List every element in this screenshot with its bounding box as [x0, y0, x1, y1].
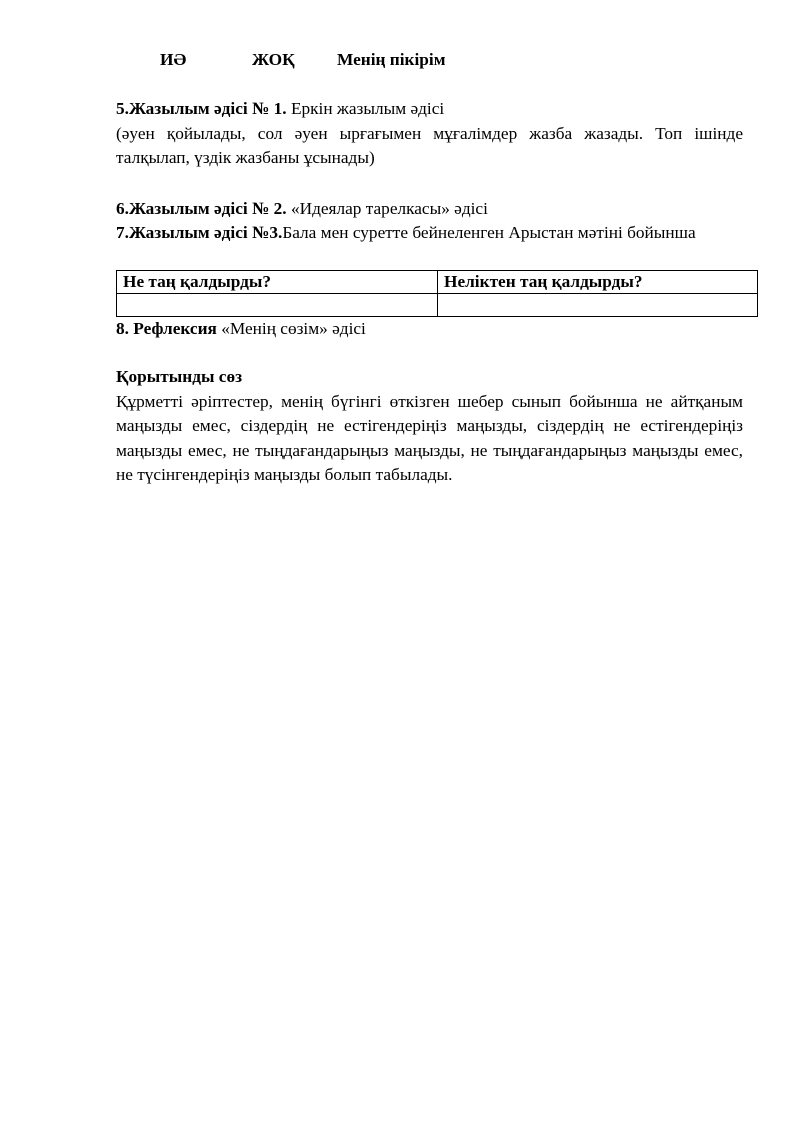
section-5-description: (әуен қойылады, сол әуен ырғағымен мұғалімдер жазба жазады. Топ ішінде талқылап, үздік жазбаны ұсынады) [116, 123, 743, 167]
section-8-method: «Менің сөзім» әдісі [216, 319, 366, 338]
section-8 [116, 317, 743, 342]
section-6 [116, 197, 743, 222]
section-8-title: 8. Рефлексия [116, 319, 217, 338]
section-5-heading [116, 97, 743, 122]
section-7-method: Бала мен суретте бейнеленген Арыстан мәтіні бойынша [282, 223, 696, 242]
conclusion-title: Қорытынды сөз [116, 367, 243, 386]
table-row [117, 271, 758, 294]
conclusion-text: Құрметті әріптестер, менің бүгінгі өткізген шебер сынып бойынша не айтқаным маңызды емес, сіздердің не естігендеріңіз маңызды, сіздердің не естігендеріңіз маңызды емес, не тыңдағандарыңыз маңызды, не тыңдағандарыңыз маңызды емес, не түсінгендеріңіз маңызды болып табылады. [116, 391, 743, 484]
conclusion [116, 365, 743, 488]
table-cell[interactable] [438, 294, 758, 317]
section-7-title: 7.Жазылым әдісі №3. [116, 223, 283, 242]
ideas-table [116, 270, 758, 317]
section-6-method: «Идеялар тарелкасы» әдісі [286, 199, 488, 218]
table-cell[interactable] [117, 294, 438, 317]
section-6-title: 6.Жазылым әдісі № 2. [116, 199, 287, 218]
header-my-opinion: Менің пікірім [337, 50, 446, 69]
table-header-cell: Не таң қалдырды? [117, 271, 438, 294]
header-no: ЖОҚ [252, 50, 295, 69]
section-5-method: Еркін жазылым әдісі [286, 99, 445, 118]
table-row [117, 294, 758, 317]
header-yes: ИӘ [160, 50, 187, 69]
table-header-cell: Неліктен таң қалдырды? [438, 271, 758, 294]
section-7 [116, 221, 743, 246]
section-5-title: 5.Жазылым әдісі № 1. [116, 99, 287, 118]
section-5 [116, 97, 743, 171]
